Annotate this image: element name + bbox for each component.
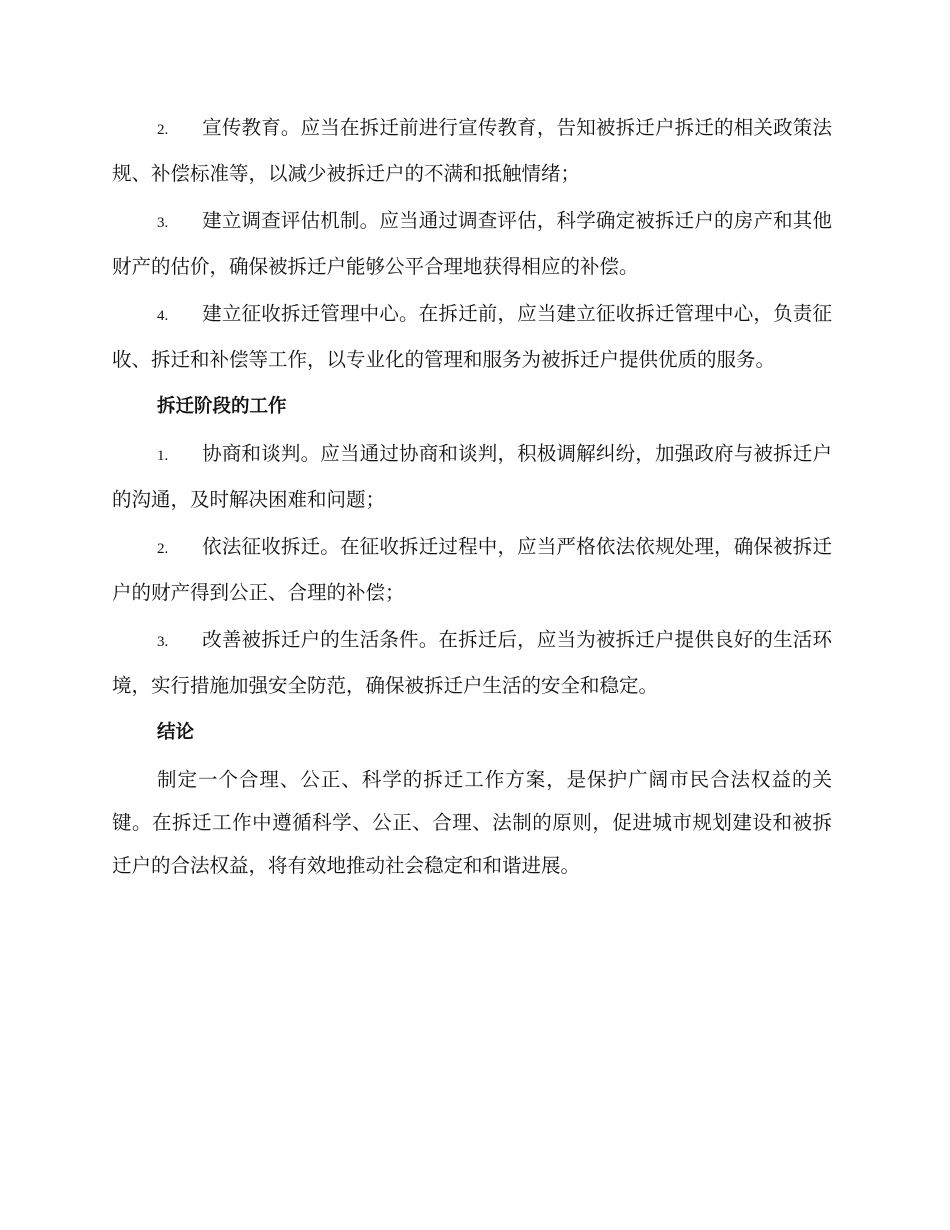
list-text: 依法征收拆迁。在征收拆迁过程中，应当严格依法依规处理，确保被拆迁户的财产得到公正、合理的补偿；	[112, 535, 832, 604]
section-heading-demolition-stage: 拆迁阶段的工作	[157, 396, 287, 417]
list-number: 3.	[157, 634, 169, 650]
list-number: 2.	[157, 541, 169, 557]
list-text: 改善被拆迁户的生活条件。在拆迁后，应当为被拆迁户提供良好的生活环境，实行措施加强安全防范，确保被拆迁户生活的安全和稳定。	[112, 628, 832, 697]
list-item	[112, 525, 832, 614]
list-number: 3.	[157, 215, 169, 231]
list-item	[112, 432, 832, 521]
list-item	[112, 106, 832, 195]
list-number: 4.	[157, 308, 169, 324]
section-heading-conclusion: 结论	[157, 722, 195, 743]
list-text: 宣传教育。应当在拆迁前进行宣传教育，告知被拆迁户拆迁的相关政策法规、补偿标准等，以减少被拆迁户的不满和抵触情绪；	[112, 116, 832, 185]
document-page	[112, 106, 832, 887]
list-text: 建立调查评估机制。应当通过调查评估，科学确定被拆迁户的房产和其他财产的估价，确保被拆迁户能够公平合理地获得相应的补偿。	[112, 209, 832, 278]
conclusion-paragraph: 制定一个合理、公正、科学的拆迁工作方案，是保护广阔市民合法权益的关键。在拆迁工作中遵循科学、公正、合理、法制的原则，促进城市规划建设和被拆迁户的合法权益，将有效地推动社会稳定和和谐进展。	[112, 768, 832, 877]
list-text: 建立征收拆迁管理中心。在拆迁前，应当建立征收拆迁管理中心，负责征收、拆迁和补偿等工作，以专业化的管理和服务为被拆迁户提供优质的服务。	[112, 302, 832, 371]
list-item	[112, 199, 832, 288]
list-number: 1.	[157, 448, 169, 464]
list-item	[112, 292, 832, 381]
list-text: 协商和谈判。应当通过协商和谈判，积极调解纠纷，加强政府与被拆迁户的沟通，及时解决困难和问题；	[112, 442, 832, 511]
list-item	[112, 618, 832, 707]
list-number: 2.	[157, 122, 169, 138]
